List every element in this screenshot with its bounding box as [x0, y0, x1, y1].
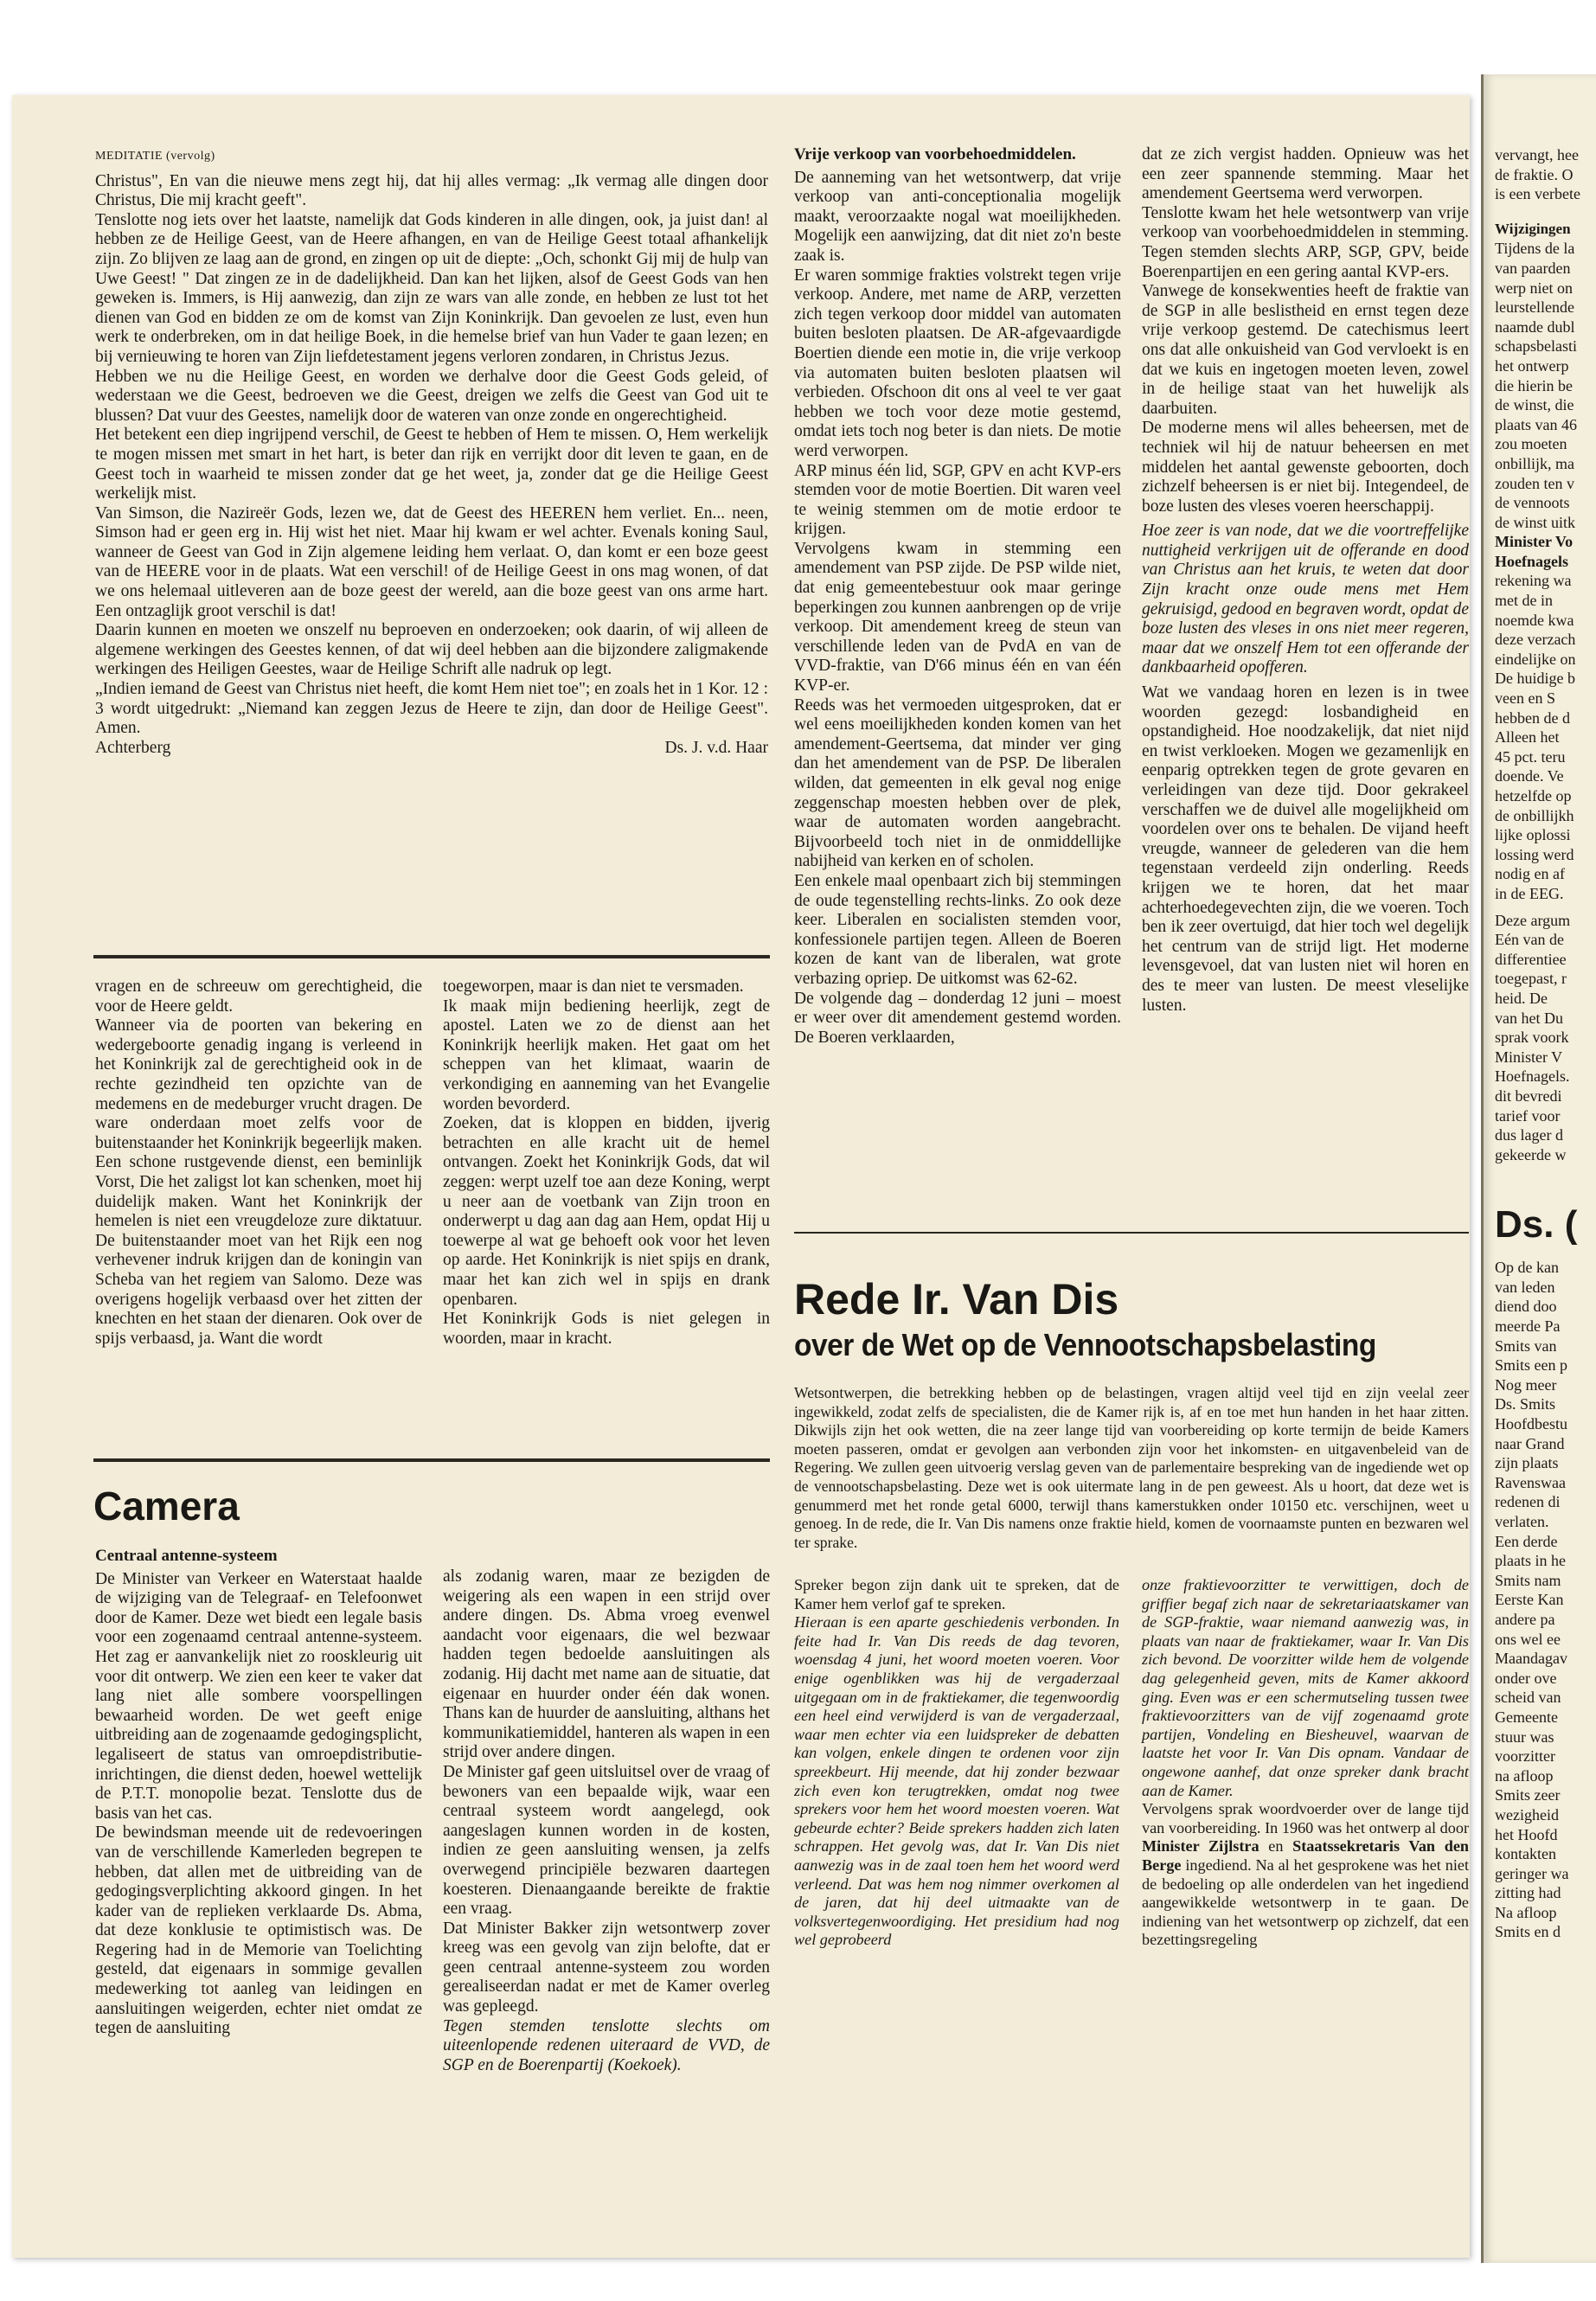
edge-line: Na afloop: [1495, 1903, 1557, 1921]
edge-line: lossing werd: [1495, 845, 1574, 863]
vrije-verkoop-paragraph: Vanwege de konsekwenties heeft de fraktie van de SGP in alle beslistheid en ernst tegen deze vrije verkoop gestemd. De catechismus leert ons dat alle onkuisheid van God vervloekt is en dat we kuis en ingetogen moeten leven, zowel in de heilige staat van het huwelijk als daarbuiten.: [1142, 282, 1469, 418]
vrije-verkoop-paragraph: Er waren sommige frakties volstrekt tegen vrije verkoop. Andere, met name de ARP, verzetten zich tegen verkoop door middel van automaten buiten besloten plaatsen. De AR-afgevaardigde Boertien diende een motie in, die vrije verkoop via automaten buiten besloten plaatsen wil verbieden. Ofschoon dit ons al veel te ver gaat hebben we toch voor deze motie gestemd, omdat iets toch nog beter is dan niets. De motie werd verworpen.: [794, 266, 1121, 460]
edge-line: heid. De: [1495, 989, 1548, 1007]
edge-line: zitting had: [1495, 1884, 1561, 1902]
rede-col-2-text-c: ingediend. Na al het gesprokene was het niet de bedoeling op alle onderdelen van het ingediend aangewikkelde wetsontwerp in te gaan. De indiening van het wetsontwerp op zichzelf, dat een bezettingsregeling: [1142, 1856, 1469, 1949]
edge-line: rekening wa: [1495, 572, 1572, 590]
camera-col-2-body: [443, 1567, 770, 2017]
meditatie-body: [95, 172, 768, 739]
edge-line: onder ove: [1495, 1669, 1557, 1687]
edge-line: toegepast, r: [1495, 970, 1567, 988]
edge-line: Alleen het: [1495, 728, 1560, 747]
meditatie-header-label: MEDITATIE: [95, 150, 163, 163]
vrije-verkoop-col-2-end: [1142, 683, 1469, 1016]
edge-line: plaats in he: [1495, 1552, 1566, 1570]
koninkrijk-paragraph: Ik maak mijn bediening heerlijk, zegt de apostel. Laten we zo de dienst aan het Koninkrijk heerlijk maken. Het gaat om het scheppen van het klimaat, waarin de verkondiging en aanneming van het Evangelie worden bevorderd.: [443, 997, 770, 1113]
edge-line: Hoefnagels.: [1495, 1067, 1570, 1086]
edge-line: de fraktie. O: [1495, 165, 1574, 183]
edge-line: Smits en d: [1495, 1923, 1561, 1941]
rede-col-2-italic: onze fraktievoorzitter te verwittigen, doch de griffier begaf zich naar de sekretariaatskamer van de SGP-fraktie, waar niemand aanwezig was, in plaats van naar de fraktiekamer, waar Ir. Van Dis zich bevond. De voorzitter wilde hem de volgende dag gelegenheid geven, mits de Kamer akkoord ging. Even was er een schermutseling tussen twee fraktievoorzitters van de vijf zogenaamd grote partijen, Vondeling en Biesheuvel, waarvan de laatste het voor Ir. Van Dis opnam. Vandaar de ongewone aanhef, dat onze spreker dank bracht aan de Kamer.: [1142, 1576, 1469, 1799]
edge-line: Smits een p: [1495, 1356, 1567, 1375]
meditatie-signature: [95, 739, 768, 759]
edge-line: plaats van 46: [1495, 415, 1577, 433]
koninkrijk-col-1: [95, 977, 422, 1349]
edge-line: scheid van: [1495, 1689, 1561, 1707]
rede-col-2-text-b: en: [1259, 1837, 1293, 1856]
edge-bold-line: Minister Vo: [1495, 533, 1574, 551]
meditatie-paragraph: Tenslotte nog iets over het laatste, namelijk dat Gods kinderen in alle dingen, ook, ja juist dan! al hebben ze de Heilige Geest, van de Heere afhangen, en van de Heilige Geest totaal afhankelijk zijn. Zo blijven ze laag aan de grond, en zingen op uit de diepte: „Och, schonkt Gij mij de hulp van Uwe Geest! " Dat zingen ze in de dadelijkheid. Dan kan het lijken, alsof de Geest Gods van hen geweken is. Immers, is Hij aanwezig, dan zijn ze wars van alle zonde, en hebben ze lust tot het dienen van God en bidden ze om de komst van Zijn Koninkrijk. Dan gevoelen ze lust, even hun werk te onderbreken, om in dat heilige Boek, in die hemelse brief van hun Vader te gaan lezen; en bij vernieuwing te horen van Zijn liefdetestament jegens verloren zondaren, in Christus Jezus.: [95, 210, 768, 366]
koninkrijk-paragraph: Zoeken, dat is kloppen en bidden, ijverig betrachten en alle kracht uit de hemel ontvangen. Zoekt het Koninkrijk Gods, dat wil zeggen: werpt uzelf toe aan deze Koning, werpt u neer aan de voetbank van Zijn troon en onderwerpt u dag aan dag aan Hem, opdat Hij u toewerpe al wat ge behoeft ook voor het leven op aarde. Het Koninkrijk is niet spijs en drank, maar het kan zich wel in spijs en drank openbaren.: [443, 1114, 770, 1309]
edge-line: Hoofdbestu: [1495, 1415, 1567, 1433]
vrije-verkoop-subhead: Vrije verkoop van voorbehoedmiddelen.: [794, 145, 1076, 163]
camera-col-2: [443, 1567, 770, 2075]
rede-col-2-text: [1142, 1800, 1469, 1950]
edge-line: Smits van: [1495, 1336, 1557, 1355]
rede-col-2-text-a: Vervolgens sprak woordvoerder over de lange tijd van voorbereiding. In 1960 was het ontwerp al door: [1142, 1800, 1469, 1836]
vrije-verkoop-paragraph: Wat we vandaag horen en lezen is in twee woorden gezegd: losbandigheid en opstandigheid. Hoe noodzakelijk, dat niet nijd en twist verkloeken. Mogen we gezamenlijk en eenparig optrekken tegen de grote gevaren en verleidingen van deze tijd. Door gekrakeel verschaffen we de duivel alle mogelijkheid om voordelen over ons te behalen. De vijand heeft vreugde, wanneer de gelederen van die hem tegenstaan verdeeld zijn onderling. Reeds krijgen we te horen, dat het maar achterhoedegevechten zijn, die we voeren. Toch ben ik zeer overtuigd, dat hier toch wel degelijk het centrum van de strijd ligt. Het moderne levensgevoel, dat van lusten niet wil horen en des te meer van lusten. De meest vleselijke lusten.: [1142, 683, 1469, 1015]
camera-col-1: [95, 1547, 422, 2039]
edge-line: Gemeente: [1495, 1708, 1558, 1726]
edge-line: van leden: [1495, 1278, 1555, 1296]
edge-line: eindelijke on: [1495, 650, 1576, 668]
edge-line: lijke oplossi: [1495, 826, 1571, 844]
edge-line: van paarden: [1495, 259, 1571, 277]
koninkrijk-paragraph: Wanneer via de poorten van bekering en wedergeboorte genadig ingang is verleend in het Koninkrijk zal de gerechtigheid ook in de rechte gezindheid ten opzichte van de medemens en de medeburger vrucht dragen. De ware onderdaan moet zelfs voor de buitenstaander het Koninkrijk begeerlijk maken. Een schone rustgevende dienst, een beminlijk Vorst, Die het zaligst lot kan schenken, moet hij duidelijk maken. Want het Koninkrijk der hemelen is niet een vreugdeloze zure diktatuur. De buitenstaander moet van het Rijk een nog verhevener indruk krijgen dan de koningin van Scheba van het regiem van Salomo. Deze was overigens hogelijk verbaasd over het zitten der knechten en het staan der dienaren. Ook over de spijs verbaasd, ja. Want die wordt: [95, 1016, 422, 1348]
edge-line: veen en S: [1495, 689, 1555, 708]
edge-line: Eerste Kan: [1495, 1591, 1564, 1609]
vrije-verkoop-paragraph: Vervolgens kwam in stemming een amendement van PSP zijde. De PSP wilde niet, dat enig gemeentebestuur ook maar geringe beperkingen zou kunnen aanbrengen op de vrije verkoop. Dit amendement kreeg de steun van verschillende leden van de PvdA en van de VVD-fraktie, van D'66 minus één en van één KVP-er.: [794, 539, 1121, 695]
edge-line: Nog meer: [1495, 1375, 1557, 1394]
edge-line: differentiee: [1495, 950, 1567, 968]
camera-paragraph: De Minister van Verkeer en Waterstaat haalde de wijziging van de Telegraaf- en Telefoonwet door de Kamer. Deze wet biedt een legale basis voor een zogenaamd centraal antenne-systeem. Het zag er aanvankelijk niet zo rooskleurig uit voor dit ontwerp. We zien een keer te vaker dat lang niet alle sombere voorspellingen bewaarheid worden. De wet geeft enige uitbreiding aan de zogenaamde gedogingsplicht, legaliseert de status van omroepdistributie-inrichtingen, die dienst deden, hoewel wettelijk de P.T.T. monopolie bezat. Tenslotte dus de basis van het cas.: [95, 1569, 422, 1823]
edge-line: 45 pct. teru: [1495, 747, 1566, 766]
koninkrijk-paragraph: Het Koninkrijk Gods is niet gelegen in woorden, maar in kracht.: [443, 1310, 770, 1348]
camera-paragraph: De bewindsman meende uit de redevoeringen van de verschillende Kamerleden begrepen te hebben, dat allen met de uitbreiding van de gedogingsverplichting akkoord gingen. In het kader van de replieken verklaarde Ds. Abma, dat deze konklusie te optimistisch was. De Regering had in de Memorie van Toelichting gesteld, dat eigenaars in sommige gevallen medewerking tot aanleg van leidingen en aansluitingen weigerden, echter niet omdat ze tegen de aansluiting: [95, 1823, 422, 2038]
edge-line: na afloop: [1495, 1766, 1554, 1785]
edge-line: diend doo: [1495, 1298, 1557, 1316]
edge-line: voorzitter: [1495, 1747, 1555, 1766]
rede-intro-text: Wetsontwerpen, die betrekking hebben op de belastingen, vragen altijd veel tijd en zijn veelal zeer ingewikkeld, zodat zelfs de specialisten, die de Kamer rijk is, af en toe met hun handen in het haar zitten. Dikwijls zijn het ook wetten, die na zeer lange tijd van voorbereiding op korte termijn de beide Kamers moeten passeren, omdat er gevolgen aan verbonden zijn voor het inkomsten- en uitgavenbeleid van de Regering. We zullen geen uitvoerig verslag geven van de parlementaire bespreking van de ingediende wet op de vennootschapsbelasting. Deze wet is ook uitermate lang in de pen geweest. Als u hoort, dat deze wet is genummerd met het ronde getal 6000, terwijl thans kamerstukken onder 10150 etc. verschijnen, weet u genoeg. In de rede, die Ir. Van Dis namens onze fraktie hield, komen de voornaamste punten en bezwaren wel ter sprake.: [794, 1384, 1469, 1551]
vrije-verkoop-col-2: [1142, 145, 1469, 1016]
edge-spacer: [1495, 904, 1596, 911]
vrije-verkoop-paragraph: Reeds was het vermoeden uitgesproken, dat er wel eens moeilijkheden konden komen van het amendement-Geertsema, dat minder ver ging dan het amendement van de PSP. De liberalen wilden, dat gemeenten in elk geval nog enige zeggenschap moesten hebben over de plek, waar de automaten worden aangebracht. Bijvoorbeeld toch niet in de onmiddellijke nabijheid van kerken en of scholen.: [794, 695, 1121, 871]
meditatie-paragraph: Hebben we nu die Heilige Geest, en worden we derhalve door die Geest Gods geleid, of wederstaan we die Geest, bedroeven we die Geest, dreigen we zelfs die Geest van God uit te blussen? Dat vuur des Geestes, namelijk door de wateren van onze zonde en ongerechtigheid.: [95, 367, 768, 425]
edge-line: werp niet on: [1495, 279, 1573, 297]
edge-line: Deze argum: [1495, 911, 1571, 929]
camera-paragraph: Dat Minister Bakker zijn wetsontwerp zover kreeg was een gevolg van zijn belofte, dat er geen centraal antenne-systeem zou worden gerealiseerdan nadat er met de Kamer overleg was gepleegd.: [443, 1919, 770, 2016]
staatssekretaris-van-den-berge: Staatssekretaris Van den Berge: [1142, 1837, 1470, 1874]
camera-title: Camera: [93, 1484, 240, 1529]
edge-line: tarief voor: [1495, 1106, 1561, 1125]
edge-line: het Hoofd: [1495, 1825, 1558, 1843]
edge-line: zou moeten: [1495, 435, 1567, 453]
edge-line: stuur was: [1495, 1727, 1554, 1746]
rede-col-2: [1142, 1576, 1469, 1950]
edge-line: naamde dubl: [1495, 317, 1575, 336]
edge-line: De huidige b: [1495, 670, 1575, 688]
edge-bold-line: Hoefnagels: [1495, 552, 1568, 570]
edge-line: noemde kwa: [1495, 611, 1574, 629]
edge-line: Op de kan: [1495, 1259, 1559, 1277]
meditatie-paragraph: Christus", En van die nieuwe mens zegt hij, dat hij alles vermag: „Ik vermag alle dingen door Christus, Die mij kracht geeft".: [95, 171, 768, 210]
vrije-verkoop-paragraph: ARP minus één lid, SGP, GPV en acht KVP-ers stemden voor de motie Boertien. Dit waren veel te weinig stemmen om de motie erdoor te krijgen.: [794, 461, 1121, 539]
edge-line: geringer wa: [1495, 1864, 1569, 1882]
vrije-verkoop-paragraph: Een enkele maal openbaart zich bij stemmingen de oude tegenstelling rechts-links. Zo ook deze keer. Liberalen en socialisten stemden voor, konfessionele partijen tegen. Alleen de Boeren kozen de kant van de liberalen, wat grote verbazing opriep. De uitkomst was 62-62.: [794, 871, 1121, 988]
edge-line: dus lager d: [1495, 1126, 1563, 1144]
edge-line: meerde Pa: [1495, 1317, 1561, 1336]
camera-closing-note: Tegen stemden tenslotte slechts om uiteenlopende redenen uiteraard de VVD, de SGP en de Boerenpartij (Koekoek).: [443, 2016, 770, 2074]
vrije-verkoop-paragraph: De volgende dag – donderdag 12 juni – moest er weer over dit amendement gestemd worden. De Boeren verklaarden,: [794, 989, 1121, 1047]
camera-subhead: Centraal antenne-systeem: [95, 1547, 278, 1565]
meditatie-paragraph: Daarin kunnen en moeten we onszelf nu beproeven en onderzoeken; ook daarin, of wij alleen de algemene werkingen des Geestes kennen, of dat wij deel hebben aan die bijzondere zaligmakende werkingen des Heiligen Geestes, waar de Heilige Schrift alle nadruk op legt.: [95, 621, 768, 679]
edge-line: zouden ten v: [1495, 474, 1574, 492]
edge-line: schapsbelasti: [1495, 337, 1577, 356]
edge-line: vervangt, hee: [1495, 146, 1579, 163]
meditatie-author: Ds. J. v.d. Haar: [664, 738, 768, 757]
meditatie-place: Achterberg: [95, 738, 171, 757]
edge-line: Eén van de: [1495, 931, 1564, 949]
edge-line: de vennoots: [1495, 494, 1570, 512]
edge-line: Ds. Smits: [1495, 1395, 1556, 1413]
edge-line: wezigheid: [1495, 1805, 1559, 1823]
edge-line: is een verbete: [1495, 185, 1580, 203]
divider-camera: [93, 1458, 770, 1462]
camera-col-1-body: [95, 1570, 422, 2039]
edge-line: dit bevredi: [1495, 1086, 1562, 1105]
rede-col-1-first: Spreker begon zijn dank uit te spreken, dat de Kamer hem verlof gaf te spreken.: [794, 1576, 1119, 1612]
edge-line: ons wel ee: [1495, 1630, 1561, 1648]
vrije-verkoop-col-1: [794, 145, 1121, 1048]
edge-subhead: Wijzigingen: [1495, 220, 1571, 237]
edge-line: Smits zeer: [1495, 1786, 1561, 1804]
vrije-verkoop-col-2-body: [1142, 145, 1469, 516]
vrije-verkoop-paragraph: De aanneming van het wetsontwerp, dat vrije verkoop van anti-conceptionalia mogelijk maakt, veroorzaakte nogal wat moeilijkheden. Mogelijk een aanwijzing, dat dit niet zo'n beste zaak is.: [794, 168, 1121, 265]
edge-line: Ravenswaa: [1495, 1473, 1566, 1491]
edge-line: verlaten.: [1495, 1513, 1549, 1530]
edge-line: de winst uitk: [1495, 513, 1575, 531]
edge-line: met de in: [1495, 592, 1553, 610]
edge-line: sprak voork: [1495, 1029, 1569, 1047]
edge-line: nodig en af: [1495, 865, 1565, 883]
edge-line: naar Grand: [1495, 1434, 1565, 1452]
rede-col-1: [794, 1576, 1119, 1950]
edge-line: onbillijk, ma: [1495, 454, 1574, 472]
edge-line: doende. Ve: [1495, 767, 1564, 785]
edge-line: die hierin be: [1495, 376, 1573, 394]
vrije-verkoop-paragraph: dat ze zich vergist hadden. Opnieuw was het een zeer spannende stemming. Maar het amendement Geertsema werd verworpen.: [1142, 145, 1469, 203]
rede-col-1-italic: Hieraan is een aparte geschiedenis verbonden. In feite had Ir. Van Dis reeds de dag tevoren, woensdag 4 juni, het woord moeten voeren. Voor enige ogenblikken was hij de vergaderzaal uitgegaan om in de fraktiekamer, die tegenwoordig een heel eind verwijderd is van de vergaderzaal, waar men echter via een luidspreker de debatten kan volgen, enkele dingen te ordenen voor zijn spreekbeurt. Hij meende, dat hij zonder bezwaar zich even kon terugtrekken, omdat nog twee sprekers voor hem het woord moesten voeren. Wat gebeurde echter? Beide sprekers hadden zich laten schrappen. Het gevolg was, dat Ir. Van Dis niet aanwezig was in de zaal toen hem het woord werd verleend. Dat was hem nog nimmer overkomen al de jaren, dat hij deel uitmaakte van de volksvertegenwoordiging. Het presidium had nog wel geprobeerd: [794, 1613, 1119, 1949]
divider-rede: [794, 1232, 1469, 1234]
edge-line: het ontwerp: [1495, 356, 1569, 375]
rede-intro: [794, 1384, 1469, 1552]
edge-line: Tijdens de la: [1495, 240, 1575, 258]
vrije-verkoop-paragraph: De moderne mens wil alles beheersen, met de techniek wil hij de natuur beheersen en met middelen het aantal gewenste geboorten, doch zichzelf beheersen is er niet bij. Integendeel, de boze lusten des vleses voeren heerschappij.: [1142, 419, 1469, 516]
edge-line: van het Du: [1495, 1009, 1563, 1027]
edge-line: deze verzach: [1495, 631, 1576, 649]
rede-title-line-1: Rede Ir. Van Dis: [794, 1275, 1119, 1324]
meditatie-article: [95, 147, 768, 758]
vrije-verkoop-quote: Hoe zeer is van node, dat we die voortreffelijke nuttigheid verkrijgen uit de offerande en dood van Christus aan het kruis, te weten dat door Zijn kracht onze oude mens met Hem gekruisigd, gedood en begraven wordt, opdat de boze lusten des vleses in ons niet meer regeren, maar dat we onszelf Hem tot een offerande der dankbaarheid opofferen.: [1142, 522, 1469, 677]
edge-line: hetzelfde op: [1495, 787, 1572, 804]
edge-title: Ds. (: [1495, 1203, 1578, 1247]
vrije-verkoop-paragraph: Tenslotte kwam het hele wetsontwerp van vrije verkoop van voorbehoedmiddelen in stemming. Tegen stemden slechts ARP, SGP, GPV, beide Boerenpartijen en een gering aantal KVP-ers.: [1142, 203, 1469, 281]
meditatie-paragraph: „Indien iemand de Geest van Christus niet heeft, die komt Hem niet toe"; en zoals het in 1 Kor. 12 : 3 wordt uitgedrukt: „Niemand kan zeggen Jezus de Heere te zijn, dan door de Heilige Geest". Amen.: [95, 680, 768, 738]
edge-line: Smits nam: [1495, 1571, 1561, 1589]
edge-line: gekeerde w: [1495, 1145, 1567, 1163]
edge-line: andere pa: [1495, 1610, 1555, 1628]
vrije-verkoop-col-1-body: [794, 169, 1121, 1048]
divider-meditatie: [93, 955, 770, 958]
meditatie-paragraph: Het betekent een diep ingrijpend verschil, de Geest te hebben of Hem te missen. O, Hem werkelijk te mogen missen met smart in het hart, is beter dan rijk en verrijkt door dit leven te gaan, en de Geest toch in waarheid te missen zonder dat ge het weet, ja, zonder dat ge die Heilige Geest werkelijk mist.: [95, 426, 768, 503]
meditatie-header-sub: (vervolg): [166, 150, 215, 163]
edge-line: de winst, die: [1495, 396, 1574, 414]
edge-line: Maandagav: [1495, 1650, 1567, 1668]
edge-line: in de EEG.: [1495, 884, 1564, 902]
meditatie-paragraph: Van Simson, die Nazireër Gods, lezen we, dat de Geest des HEEREN hem verliet. En... neen, Simson had er geen erg in. Hij wist het niet. Maar hij kwam er wel achter. Evenals koning Saul, wanneer de Geest van God in Zijn algemene leiding hem verlaat. O, dan komt er een boze geest van de HEERE voor in de plaats. Wat een verschil! of de Heilige Geest in ons mag wonen, of dat we ons helemaal uitleveren aan de boze geest der wereld, aan die boze geest van ons arme hart. Een ontzaglijk groot verschil is dat!: [95, 503, 768, 620]
minister-zijlstra: Minister Zijlstra: [1142, 1837, 1259, 1856]
rede-title-line-2: over de Wet op de Vennootschapsbelasting: [794, 1327, 1376, 1362]
next-page-column: [1495, 145, 1596, 1942]
edge-line: de onbillijkh: [1495, 806, 1574, 824]
edge-line: redenen di: [1495, 1493, 1561, 1511]
koninkrijk-paragraph: toegeworpen, maar is dan niet te versmaden.: [443, 977, 744, 996]
koninkrijk-paragraph: vragen en de schreeuw om gerechtigheid, die voor de Heere geldt.: [95, 977, 422, 1016]
edge-line: leurstellende: [1495, 298, 1574, 317]
edge-line: hebben de d: [1495, 708, 1570, 727]
koninkrijk-col-2: [443, 977, 770, 1349]
edge-line: Minister V: [1495, 1048, 1563, 1066]
camera-paragraph: De Minister gaf geen uitsluitsel over de vraag of bewoners van een bepaalde wijk, waar een centraal systeem wordt aangelegd, ook aangeslagen kunnen worden in de kosten, indien ze geen aansluiting wensen, ja zelfs overwegend principiële bezwaren daartegen koesteren. Dienaangaande bereikte de fraktie een vraag.: [443, 1762, 770, 1919]
edge-line: kontakten: [1495, 1845, 1556, 1863]
edge-line: zijn plaats: [1495, 1454, 1559, 1472]
meditatie-header: [95, 147, 768, 167]
edge-line: Een derde: [1495, 1532, 1558, 1550]
camera-paragraph: als zodanig waren, maar ze bezigden de weigering als een wapen in een strijd over andere dingen. Ds. Abma vroeg evenwel aandacht voor eigenaars, die wel bezwaar hadden tegen bedoelde aansluitingen als zodanig. Hij dacht met name aan de situatie, dat eigenaar en huurder onder één dak wonen. Thans kan de huurder de aansluiting, althans het kommunikatiemiddel, hanteren als wapen in een strijd over andere dingen.: [443, 1567, 770, 1762]
